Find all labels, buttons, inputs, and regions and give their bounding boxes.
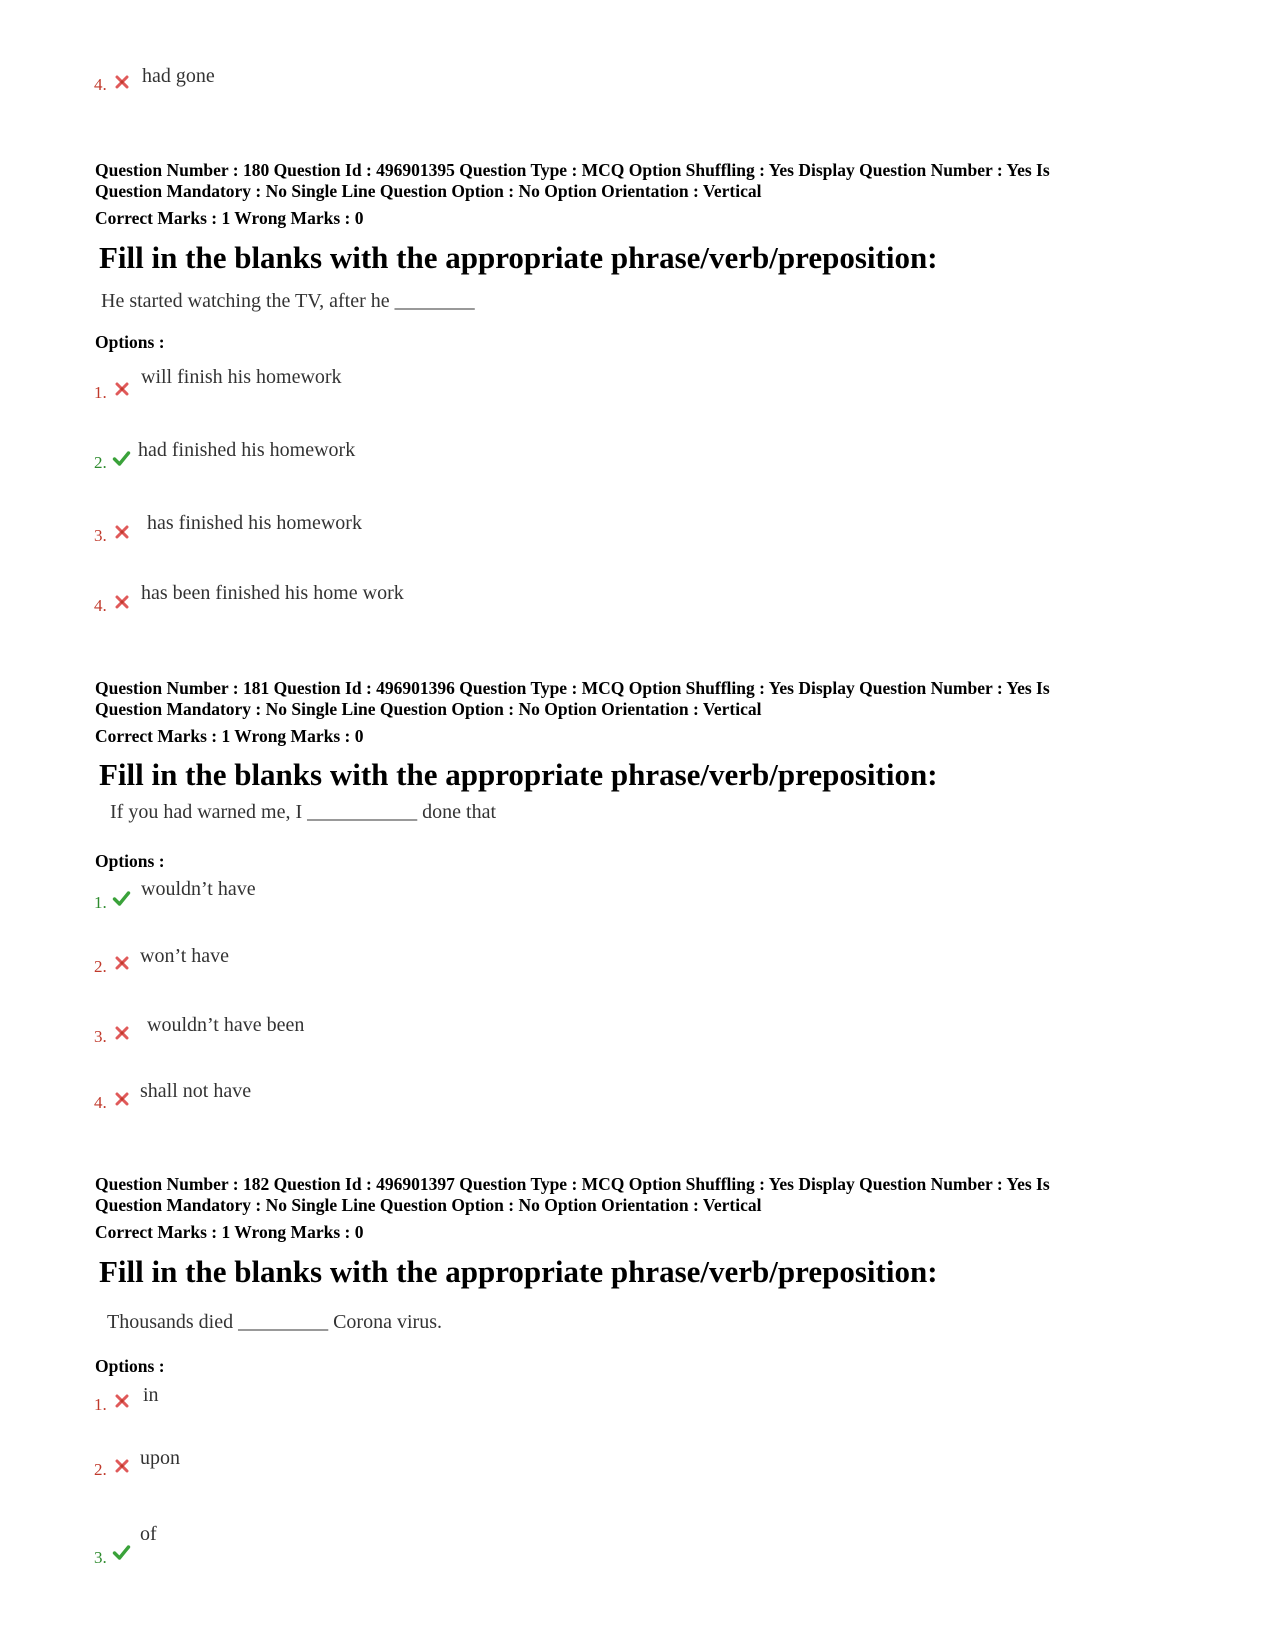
option-text: wouldn’t have been [147,1014,305,1036]
option-text: in [143,1384,159,1406]
option-number: 3. [94,526,107,545]
option-number: 2. [94,957,107,976]
marks-line: Correct Marks : 1 Wrong Marks : 0 [95,208,364,228]
question-heading: Fill in the blanks with the appropriate phrase/verb/preposition: [99,1254,938,1289]
check-icon [112,450,131,466]
option-text: had finished his homework [138,439,356,461]
options-label: Options : [95,332,165,352]
option-text: of [140,1523,157,1545]
cross-icon [114,74,130,90]
option-number: 3. [94,1027,107,1046]
question-stem: He started watching the TV, after he ________ [101,290,475,312]
question-meta [95,1174,1215,1216]
option-number: 2. [94,1460,107,1479]
check-icon [112,1544,131,1560]
cross-icon [114,381,130,397]
option-text: has finished his homework [147,512,362,534]
option-text: wouldn’t have [141,878,256,900]
question-meta [95,678,1215,720]
option-number: 4. [94,1093,107,1112]
meta-line: Question Number : 181 Question Id : 496901396 Question Type : MCQ Option Shuffling : Yes Display Question Number : Yes Is [95,678,1050,698]
option-text: won’t have [140,945,230,967]
option-number: 4. [94,75,107,94]
option-number: 3. [94,1548,107,1567]
options-label: Options : [95,1356,165,1376]
question-heading: Fill in the blanks with the appropriate phrase/verb/preposition: [99,240,938,275]
option-number: 1. [94,383,107,402]
option-text: had gone [142,65,215,87]
question-stem: Thousands died _________ Corona virus. [107,1311,442,1333]
meta-line: Question Mandatory : No Single Line Question Option : No Option Orientation : Vertical [95,699,762,719]
question-stem: If you had warned me, I ___________ done that [110,801,497,823]
question-heading: Fill in the blanks with the appropriate phrase/verb/preposition: [99,757,938,792]
option-number: 1. [94,893,107,912]
meta-line: Question Number : 182 Question Id : 496901397 Question Type : MCQ Option Shuffling : Yes Display Question Number : Yes Is [95,1174,1050,1194]
cross-icon [114,1091,130,1107]
cross-icon [114,1393,130,1409]
marks-line: Correct Marks : 1 Wrong Marks : 0 [95,726,364,746]
option-number: 1. [94,1395,107,1414]
option-number: 4. [94,596,107,615]
options-label: Options : [95,851,165,871]
cross-icon [114,1025,130,1041]
cross-icon [114,955,130,971]
option-text: has been finished his home work [141,582,404,604]
option-text: will finish his homework [141,366,342,388]
marks-line: Correct Marks : 1 Wrong Marks : 0 [95,1222,364,1242]
meta-line: Question Mandatory : No Single Line Question Option : No Option Orientation : Vertical [95,181,762,201]
check-icon [112,890,131,906]
option-text: upon [140,1447,180,1469]
cross-icon [114,524,130,540]
option-text: shall not have [140,1080,252,1102]
cross-icon [114,594,130,610]
meta-line: Question Mandatory : No Single Line Question Option : No Option Orientation : Vertical [95,1195,762,1215]
meta-line: Question Number : 180 Question Id : 496901395 Question Type : MCQ Option Shuffling : Yes Display Question Number : Yes Is [95,160,1050,180]
cross-icon [114,1458,130,1474]
question-meta [95,160,1215,202]
option-number: 2. [94,453,107,472]
